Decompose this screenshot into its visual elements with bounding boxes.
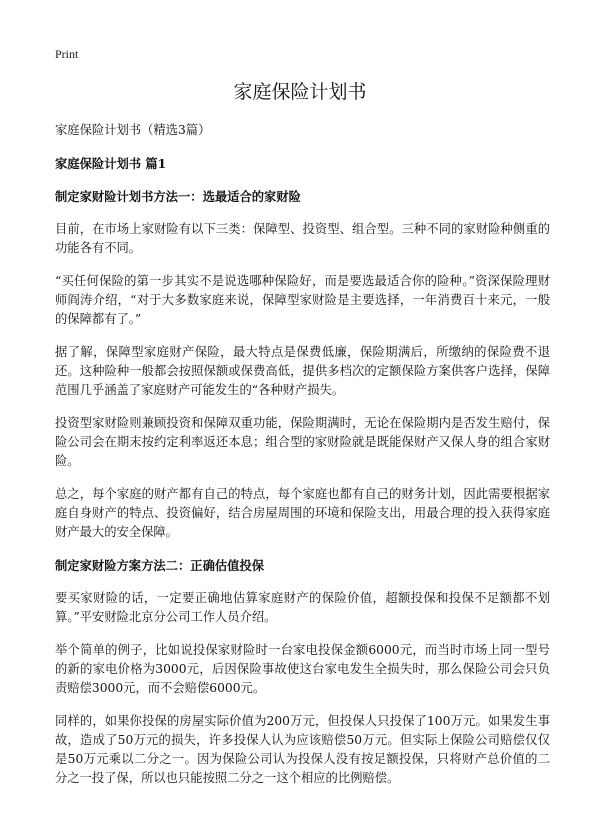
paragraph: 目前，在市场上家财险有以下三类：保障型、投资型、组合型。三种不同的家财险种侧重的功能各有不同。 <box>55 222 550 255</box>
paragraph: 总之，每个家庭的财产都有自己的特点，每个家庭也都有自己的财务计划，因此需要根据家庭自身财产的特点、投资偏好，结合房屋周围的环境和保险支出，用最合理的投入获得家庭财产最大的安全保障。 <box>55 487 550 539</box>
paragraph: 同样的，如果你投保的房屋实际价值为200万元，但投保人只投保了100万元。如果发生事故，造成了50万元的损失，许多投保人认为应该赔偿50万元。但实际上保险公司赔偿仅仅是50万元乘以二分之一。因为保险公司认为投保人没有按足额投保，只将财产总价值的二分之一投了保，所以也只能按照二分之一这个相应的比例赔偿。 <box>55 714 550 785</box>
document-content <box>55 121 550 802</box>
method-one-heading: 制定家财险计划书方法一：选最适合的家财险 <box>55 189 301 204</box>
document-title: 家庭保险计划书 <box>233 81 367 103</box>
print-link[interactable]: Print <box>55 47 79 61</box>
paragraph: 投资型家财险则兼顾投资和保障双重功能，保险期满时，无论在保险期内是否发生赔付，保险公司会在期末按约定利率返还本息；组合型的家财险就是既能保财产又保人身的组合家财险。 <box>55 416 550 468</box>
paragraph: 据了解，保障型家庭财产保险，最大特点是保费低廉，保险期满后，所缴纳的保险费不退还。这种险种一般都会按照保额或保费高低，提供多档次的定额保险方案供客户选择，保障范围几乎涵盖了家庭财产可能发生的“各种财产损失。 <box>55 345 550 397</box>
paragraph: 要买家财险的话，一定要正确地估算家庭财产的保险价值，超额投保和投保不足额都不划算。”平安财险北京分公司工作人员介绍。 <box>55 591 550 624</box>
paragraph: 举个简单的例子，比如说投保家财险时一台家电投保金额6000元，而当时市场上同一型号的新的家电价格为3000元，后因保险事故使这台家电发生全损失时，那么保险公司会只负责赔偿3000元，而不会赔偿6000元。 <box>55 643 550 695</box>
method-two-heading: 制定家财险方案方法二：正确估值投保 <box>55 558 265 573</box>
paragraph: “买任何保险的第一步其实不是说选哪种保险好，而是要选最适合你的险种。”资深保险理财师阎涛介绍，“对于大多数家庭来说，保障型家财险是主要选择，一年消费百十来元，一般的保障都有了。” <box>55 274 550 326</box>
document-subtitle: 家庭保险计划书（精选3篇） <box>55 123 211 137</box>
section-heading: 家庭保险计划书 篇1 <box>55 156 167 171</box>
